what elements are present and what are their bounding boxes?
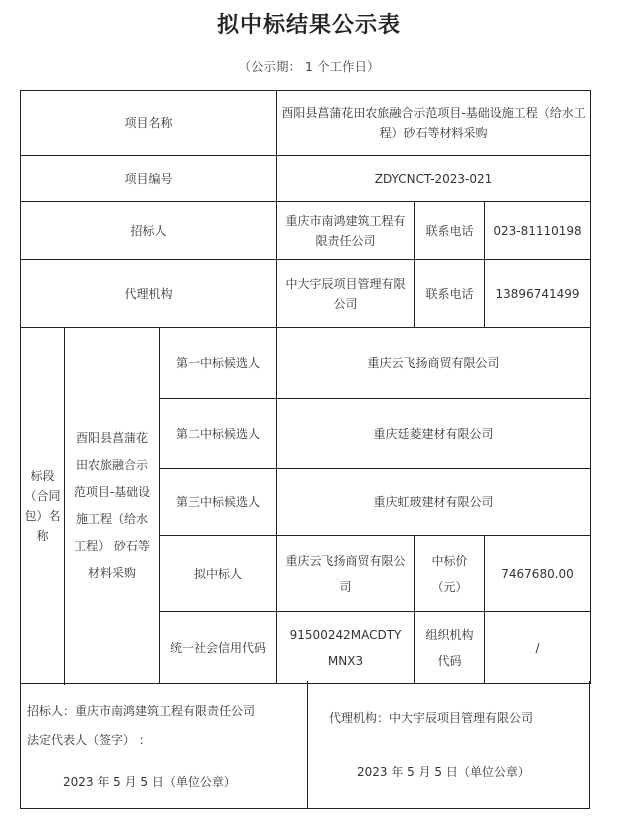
project-number-label: 项目编号 bbox=[21, 156, 277, 202]
tenderer-label: 招标人 bbox=[21, 202, 277, 260]
footer-legal-representative: 法定代表人（签字） ： bbox=[27, 733, 151, 747]
document-title: 拟中标结果公示表 bbox=[216, 13, 401, 38]
project-name-label: 项目名称 bbox=[21, 91, 277, 156]
proposed-winner-value: 重庆云飞扬商贸有限公司 bbox=[277, 536, 415, 612]
lot-name: 酉阳县菖蒲花田农旅融合示范项目-基础设施工程（给水工程） 砂石等材料采购 bbox=[65, 328, 160, 684]
project-name-value: 酉阳县菖蒲花田农旅融合示范项目-基础设施工程（给水工程）砂石等材料采购 bbox=[277, 91, 591, 156]
project-number-value: ZDYCNCT-2023-021 bbox=[277, 156, 591, 202]
agency-value: 中大宇辰项目管理有限公司 bbox=[277, 260, 415, 328]
proposed-winner-label: 拟中标人 bbox=[160, 536, 277, 612]
org-code-value: / bbox=[485, 612, 591, 684]
footer-agency: 代理机构：中大宇辰项目管理有限公司 bbox=[329, 711, 534, 725]
agency-label: 代理机构 bbox=[21, 260, 277, 328]
row-candidate-1 bbox=[21, 328, 591, 399]
tenderer-phone-label: 联系电话 bbox=[415, 202, 485, 260]
row-agency bbox=[21, 260, 591, 328]
footer-tenderer: 招标人：重庆市南鸿建筑工程有限责任公司 bbox=[27, 704, 256, 718]
bid-price-label: 中标价（元） bbox=[415, 536, 485, 612]
row-project-number bbox=[21, 156, 591, 202]
candidate-3-label: 第三中标候选人 bbox=[160, 469, 277, 536]
result-table bbox=[20, 90, 591, 684]
credit-code-label: 统一社会信用代码 bbox=[160, 612, 277, 684]
agency-phone-value: 13896741499 bbox=[485, 260, 591, 328]
signature-footer bbox=[20, 681, 590, 809]
footer-tenderer-date: 2023 年 5 月 5 日（单位公章） bbox=[63, 775, 236, 789]
bid-price-value: 7467680.00 bbox=[485, 536, 591, 612]
candidate-3-value: 重庆虹玻建材有限公司 bbox=[277, 469, 591, 536]
candidate-2-value: 重庆廷菱建材有限公司 bbox=[277, 399, 591, 469]
tenderer-value: 重庆市南鸿建筑工程有限责任公司 bbox=[277, 202, 415, 260]
row-project-name bbox=[21, 91, 591, 156]
row-tenderer bbox=[21, 202, 591, 260]
candidate-1-label: 第一中标候选人 bbox=[160, 328, 277, 399]
footer-divider bbox=[307, 681, 308, 808]
org-code-label: 组织机构代码 bbox=[415, 612, 485, 684]
tenderer-phone-value: 023-81110198 bbox=[485, 202, 591, 260]
announcement-period: （公示期： 1 个工作日） bbox=[238, 59, 380, 74]
agency-phone-label: 联系电话 bbox=[415, 260, 485, 328]
credit-code-value: 91500242MACDTYMNX3 bbox=[277, 612, 415, 684]
footer-agency-date: 2023 年 5 月 5 日（单位公章） bbox=[357, 765, 530, 779]
lot-section-label: 标段（合同包）名称 bbox=[21, 328, 65, 684]
candidate-1-value: 重庆云飞扬商贸有限公司 bbox=[277, 328, 591, 399]
candidate-2-label: 第二中标候选人 bbox=[160, 399, 277, 469]
